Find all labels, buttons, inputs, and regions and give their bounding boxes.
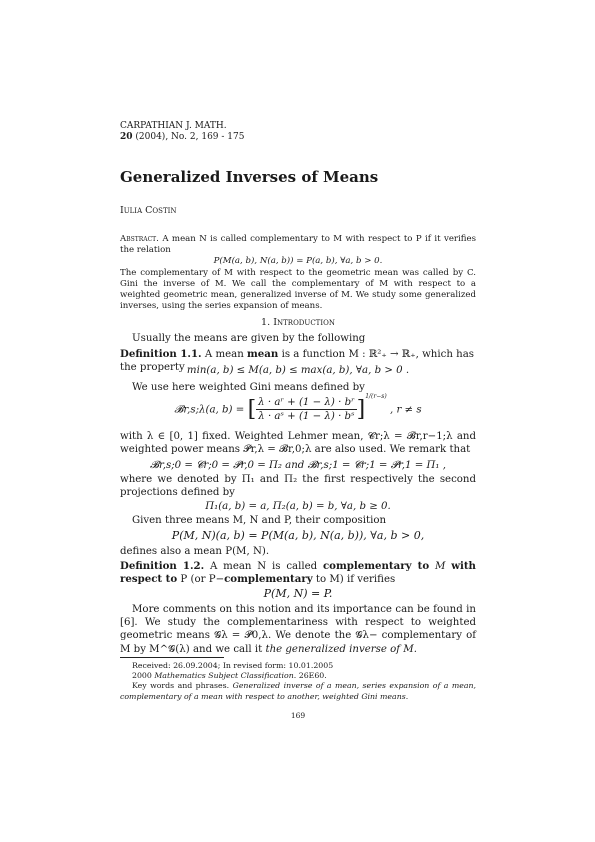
projection-paragraph: where we denoted by Π₁ and Π₂ the first respectively the second projections defined by bbox=[120, 474, 476, 499]
gini-exponent: 1/(r−s) bbox=[365, 393, 387, 401]
abstract bbox=[120, 234, 476, 256]
paper-title: Generalized Inverses of Means bbox=[120, 168, 379, 186]
page-number: 169 bbox=[290, 711, 306, 720]
gini-denominator: λ · aˢ + (1 − λ) · bˢ bbox=[258, 411, 355, 423]
abstract-label: Abstract. bbox=[120, 234, 159, 244]
definition-1-2: Definition 1.2. A mean N is called complementary to M with respect to P (or P−complementary to M) if verifies bbox=[120, 560, 476, 586]
abstract-lead: A mean N is called complementary to M with respect to P if it verifies the relation bbox=[120, 234, 476, 255]
definition-1-2-label: Definition 1.2. bbox=[120, 560, 205, 572]
composition-paragraph: Given three means M, N and P, their composition bbox=[132, 515, 387, 526]
keywords-note: Key words and phrases. Generalized inverse of a mean, series expansion of a mean, complementary of a mean with respect to another, weighted Gini means. bbox=[120, 681, 476, 701]
journal-name: CARPATHIAN J. MATH. bbox=[120, 121, 227, 131]
abstract-rest: The complementary of M with respect to the geometric mean was called by C. Gini the inverse of M. We call the complementary of M with respect to a weighted geometric mean, generalized inverse of M. We study some generalized inverses, using the series expansion of means. bbox=[120, 268, 476, 311]
gini-numerator: λ · aʳ + (1 − λ) · bʳ bbox=[256, 396, 356, 410]
author: Iulia Costin bbox=[120, 205, 177, 216]
msc-note: 2000 Mathematics Subject Classification. 26E60. bbox=[132, 671, 327, 681]
intro-line: Usually the means are given by the following bbox=[132, 333, 366, 344]
abstract-formula: P(M(a, b), N(a, b)) = P(a, b), ∀a, b > 0. bbox=[213, 256, 383, 266]
received-note: Received: 26.09.2004; In revised form: 10.01.2005 bbox=[132, 661, 334, 670]
gini-lhs: 𝓑r,s;λ(a, b) = bbox=[174, 404, 245, 416]
lehmer-paragraph: with λ ∈ [0, 1] fixed. Weighted Lehmer mean, 𝓒r;λ = 𝓑r,r−1;λ and weighted power means 𝓟r,λ = 𝓑r,0;λ are also used. We remark that bbox=[120, 431, 476, 456]
definition-1-2-formula: P(M, N) = P. bbox=[263, 587, 333, 600]
definition-1-1: Definition 1.1. A mean mean is a function M : ℝ²₊ → ℝ₊, which has the property bbox=[120, 348, 474, 374]
defines-paragraph: defines also a mean P(M, N). bbox=[120, 546, 270, 557]
comments-paragraph: More comments on this notion and its importance can be found in [6]. We study the complementariness with respect to weighted geometric means 𝓖λ = 𝓟0,λ. We denote the 𝓖λ− complementary of M by M^𝓖(λ) and we call it the generalized inverse of M. bbox=[120, 604, 476, 655]
remark-formula: 𝓑r,s;0 = 𝓒r;0 = 𝓟r,0 = Π₂ and 𝓑r,s;1 = 𝓒r;1 = 𝓟r,1 = Π₁ , bbox=[150, 460, 446, 471]
journal-issue: 20 (2004), No. 2, 169 - 175 bbox=[120, 132, 245, 142]
definition-1-1-label: Definition 1.1. bbox=[120, 348, 202, 360]
gini-formula: 𝓑r,s;λ(a, b) = [ $\frac{\text{λ · aʳ + (1 − λ) · bʳ}}{\text{λ · aˢ + (1 − λ) · bˢ}}$ ]$^{1/(r-s)}$ , r ≠ s bbox=[174, 393, 422, 423]
composition-formula: P(M, N)(a, b) = P(M(a, b), N(a, b)), ∀a, b > 0, bbox=[171, 529, 425, 542]
journal-header bbox=[120, 121, 476, 143]
footnotes bbox=[120, 661, 476, 702]
gini-intro: We use here weighted Gini means defined by bbox=[132, 382, 365, 393]
section-heading: 1. Introduction bbox=[261, 317, 335, 328]
gini-condition: , r ≠ s bbox=[389, 404, 422, 416]
gini-fraction bbox=[256, 396, 356, 423]
footnote-rule bbox=[120, 657, 224, 658]
projection-formula: Π₁(a, b) = a, Π₂(a, b) = b, ∀a, b ≥ 0. bbox=[205, 501, 391, 512]
definition-1-1-formula: min(a, b) ≤ M(a, b) ≤ max(a, b), ∀a, b > 0 . bbox=[186, 365, 410, 376]
